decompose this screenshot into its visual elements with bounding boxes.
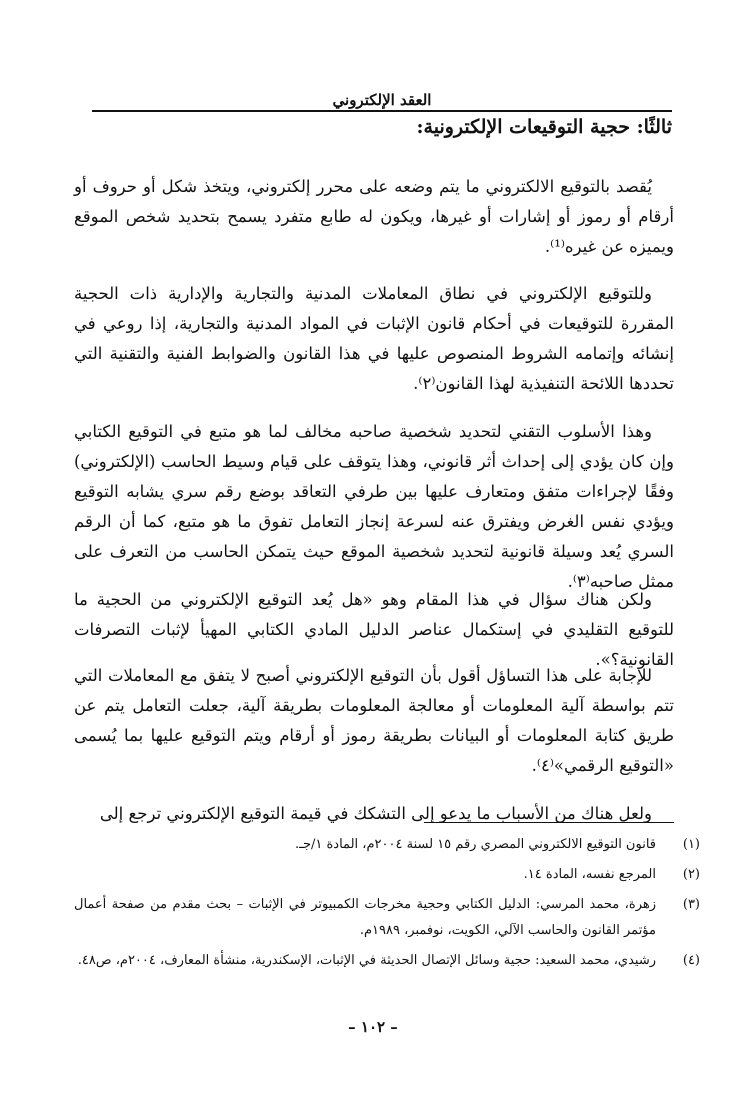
paragraph-5: للإجابة على هذا التساؤل أقول بأن التوقيع الإلكتروني أصبح لا يتفق مع المعاملات التي تتم بواسطة آلية المعلومات أو معالجة المعلومات بطريقة آلية، جعلت التعامل يتم عن طريق كتابة المعلومات أو البيانات بطريقة رموز أو أرقام ويتم التوقيع عليها بما يُسمى «التوقيع الرقمي»⁽٤⁾. bbox=[74, 665, 674, 775]
footnote-number: (٤) bbox=[682, 953, 700, 968]
footnote-1 bbox=[74, 832, 700, 858]
paragraph-4: ولكن هناك سؤال في هذا المقام وهو «هل يُعد التوقيع الإلكتروني من الحجية ما للتوقيع التقليدي في إستكمال عناصر الدليل المادي الكتابي المهيأ لإثبات التصرفات القانونية؟». bbox=[74, 589, 674, 669]
paragraph-1: يُقصد بالتوقيع الالكتروني ما يتم وضعه على محرر إلكتروني، ويتخذ شكل أو حروف أو أرقام أو رموز أو إشارات أو غيرها، ويكون له طابع متفرد يسمح بتحديد شخص الموقع ويميزه عن غيره⁽¹⁾. bbox=[74, 176, 674, 256]
header-rule bbox=[92, 110, 672, 112]
footnote-separator bbox=[424, 822, 674, 823]
page-number: – ١٠٢ – bbox=[348, 1018, 398, 1036]
footnotes bbox=[74, 832, 700, 978]
running-header: العقد الإلكتروني bbox=[332, 91, 432, 109]
paragraph-2: وللتوقيع الإلكتروني في نطاق المعاملات المدنية والتجارية والإدارية ذات الحجية المقررة للتوقيعات في أحكام قانون الإثبات في المواد المدنية والتجارية، إذا روعي في إنشائه وإتمامه الشروط المنصوص عليها في هذا القانون والضوابط الفنية والتقنية التي تحددها اللائحة التنفيذية لهذا القانون⁽٢⁾. bbox=[74, 283, 674, 393]
footnote-number: (٢) bbox=[682, 867, 700, 882]
footnote-3 bbox=[74, 892, 700, 944]
footnote-text: زهرة، محمد المرسي: الدليل الكتابي وحجية مخرجات الكمبيوتر في الإثبات – بحث مقدم من صفحة أعمال مؤتمر القانون والحاسب الآلي، الكويت، نوفمبر، ١٩٨٩م. bbox=[74, 897, 656, 938]
footnote-2 bbox=[74, 862, 700, 888]
footnote-number: (١) bbox=[682, 837, 700, 852]
footnote-4 bbox=[74, 948, 700, 974]
paragraph-6: ولعل هناك من الأسباب ما يدعو إلى التشكك في قيمة التوقيع الإلكتروني ترجع إلى bbox=[99, 803, 652, 823]
footnote-text: رشيدي، محمد السعيد: حجية وسائل الإتصال الحديثة في الإثبات، الإسكندرية، منشأة المعارف، ٢٠٠٤م، ص٤٨. bbox=[77, 953, 656, 968]
footnote-text: قانون التوقيع الالكتروني المصري رقم ١٥ لسنة ٢٠٠٤م، المادة ١/جـ. bbox=[295, 837, 656, 852]
paragraph-3: وهذا الأسلوب التقني لتحديد شخصية صاحبه مخالف لما هو متبع في التوقيع الكتابي وإن كان يؤدي إلى إحداث أثر قانوني، وهذا يتوقف على قيام وسيط الحاسب (الإلكتروني) وفقًا لإجراءات متفق ومتعارف عليها بين طرفي التعاقد بوضع رقم سري يشابه التوقيع ويؤدي نفس الغرض ويفترق عنه لسرعة إنجاز التعامل تفوق ما هو متبع، كما أن الرقم السري يُعد وسيلة قانونية لتحديد شخصية الموقع حيث يتمكن الحاسب من التعرف على ممثل صاحبه⁽٣⁾. bbox=[74, 421, 674, 591]
footnote-number: (٣) bbox=[682, 897, 700, 912]
section-heading: ثالثًا: حجية التوقيعات الإلكترونية: bbox=[416, 116, 672, 138]
footnote-text: المرجع نفسه، المادة ١٤. bbox=[523, 867, 656, 882]
